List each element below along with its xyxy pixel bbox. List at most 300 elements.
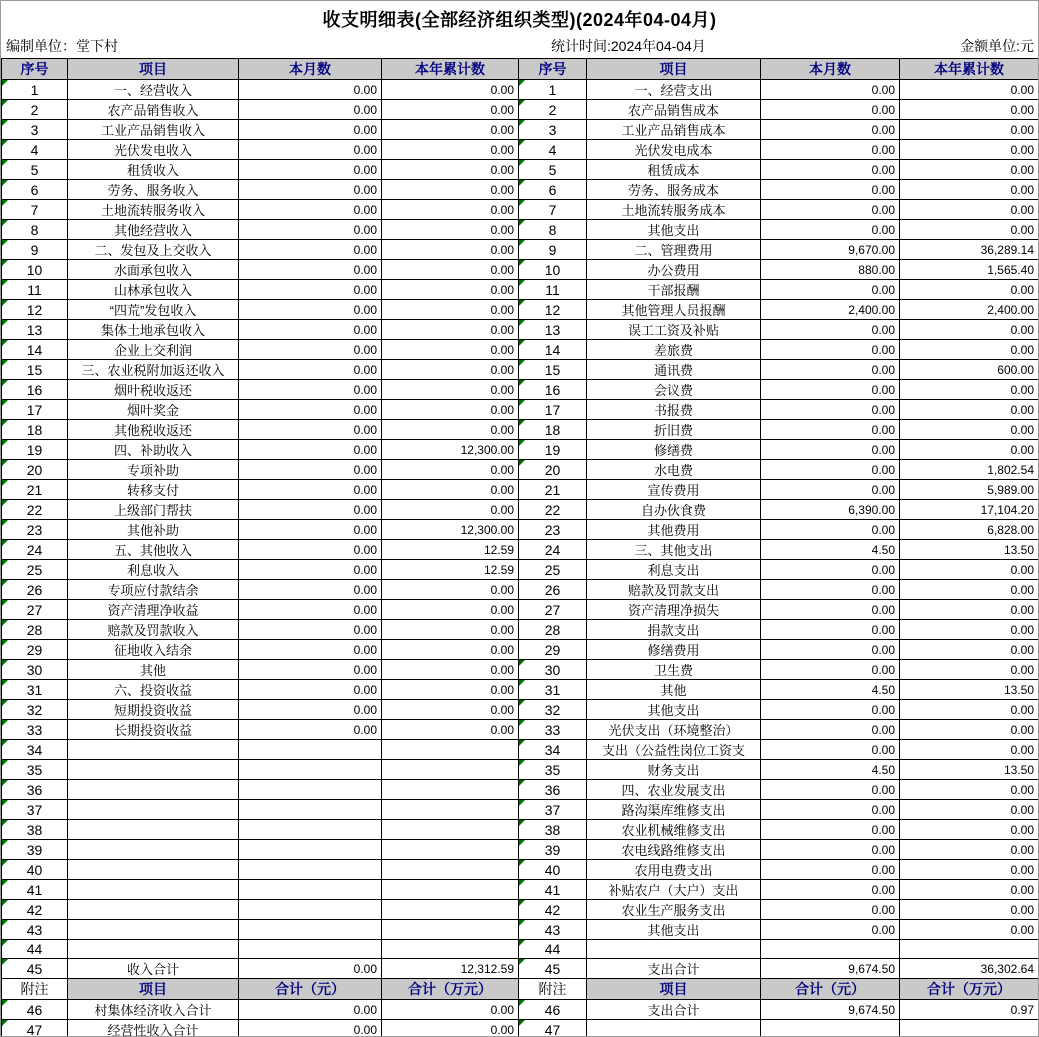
comment-triangle-icon: [2, 340, 8, 346]
income-month-cell: 0.00: [239, 300, 382, 320]
income-ytd-cell: 0.00: [382, 140, 519, 160]
income-ytd-cell: 0.00: [382, 480, 519, 500]
income-month-cell: 0.00: [239, 460, 382, 480]
comment-triangle-icon: [519, 380, 525, 386]
expense-item-cell: 修缮费用: [587, 640, 761, 660]
income-item-cell: 六、投资收益: [68, 680, 239, 700]
expense-ytd-cell: 13.50: [900, 760, 1039, 780]
expense-seq-cell: 24: [519, 540, 587, 560]
expense-seq-cell: 13: [519, 320, 587, 340]
income-ytd-cell: [382, 760, 519, 780]
expense-ytd-cell: 0.00: [900, 900, 1039, 920]
comment-triangle-icon: [2, 200, 8, 206]
income-month-cell: [239, 740, 382, 760]
table-row: [2, 220, 1039, 240]
comment-triangle-icon: [2, 860, 8, 866]
income-expense-table: [1, 58, 1039, 1037]
income-seq-cell: 45: [2, 959, 68, 979]
income-seq-cell: 46: [2, 1000, 68, 1020]
expense-ytd-cell: 0.00: [900, 340, 1039, 360]
comment-triangle-icon: [2, 820, 8, 826]
income-seq-cell: 1: [2, 80, 68, 100]
expense-month-cell: [761, 1020, 900, 1037]
expense-item-cell: 光伏支出（环境整治）: [587, 720, 761, 740]
income-ytd-cell: 0.00: [382, 380, 519, 400]
income-month-cell: 0.00: [239, 280, 382, 300]
comment-triangle-icon: [2, 660, 8, 666]
income-seq-cell: 36: [2, 780, 68, 800]
comment-triangle-icon: [2, 959, 8, 965]
comment-triangle-icon: [519, 780, 525, 786]
income-month-cell: 0.00: [239, 220, 382, 240]
table-row: [2, 1020, 1039, 1037]
expense-ytd-cell: 0.00: [900, 580, 1039, 600]
expense-item-cell: 赔款及罚款支出: [587, 580, 761, 600]
comment-triangle-icon: [519, 1020, 525, 1026]
income-ytd-cell: 0.00: [382, 260, 519, 280]
expense-item-cell: 工业产品销售成本: [587, 120, 761, 140]
expense-seq-cell: 30: [519, 660, 587, 680]
comment-triangle-icon: [2, 540, 8, 546]
income-seq-cell: 26: [2, 580, 68, 600]
expense-ytd-cell: 6,828.00: [900, 520, 1039, 540]
expense-seq-cell: 28: [519, 620, 587, 640]
table-row: [2, 720, 1039, 740]
comment-triangle-icon: [2, 240, 8, 246]
income-month-cell: 0.00: [239, 180, 382, 200]
expense-ytd-cell: 0.00: [900, 860, 1039, 880]
income-month-cell: [239, 800, 382, 820]
expense-month-cell: 0.00: [761, 460, 900, 480]
income-ytd-cell: 0.00: [382, 180, 519, 200]
meta-row: [1, 37, 1038, 58]
income-seq-cell: 38: [2, 820, 68, 840]
expense-month-cell: 0.00: [761, 580, 900, 600]
expense-month-cell: 0.00: [761, 320, 900, 340]
expense-month-cell: 0.00: [761, 180, 900, 200]
expense-month-cell: 0.00: [761, 280, 900, 300]
expense-seq-cell: 14: [519, 340, 587, 360]
comment-triangle-icon: [2, 620, 8, 626]
income-item-cell: [68, 940, 239, 959]
expense-month-cell: 0.00: [761, 80, 900, 100]
expense-month-cell: 0.00: [761, 880, 900, 900]
page-title: 收支明细表(全部经济组织类型)(2024年04-04月): [322, 10, 717, 30]
income-item-cell: 五、其他收入: [68, 540, 239, 560]
expense-month-cell: 9,674.50: [761, 959, 900, 979]
table-row: [2, 600, 1039, 620]
comment-triangle-icon: [519, 100, 525, 106]
table-row: [2, 400, 1039, 420]
income-item-cell: 经营性收入合计: [68, 1020, 239, 1037]
comment-triangle-icon: [2, 520, 8, 526]
note-header-row: [2, 979, 1039, 1000]
expense-seq-cell: 4: [519, 140, 587, 160]
comment-triangle-icon: [2, 880, 8, 886]
expense-seq-cell: 37: [519, 800, 587, 820]
income-item-cell: [68, 800, 239, 820]
income-ytd-cell: 0.00: [382, 420, 519, 440]
expense-item-cell: 租赁成本: [587, 160, 761, 180]
expense-month-cell: 0.00: [761, 740, 900, 760]
income-ytd-cell: [382, 800, 519, 820]
comment-triangle-icon: [519, 320, 525, 326]
income-ytd-cell: 0.00: [382, 1020, 519, 1037]
income-seq-cell: 42: [2, 900, 68, 920]
expense-seq-cell: 6: [519, 180, 587, 200]
comment-triangle-icon: [2, 640, 8, 646]
expense-month-cell: 0.00: [761, 560, 900, 580]
income-ytd-cell: 12,300.00: [382, 520, 519, 540]
expense-item-cell: 卫生费: [587, 660, 761, 680]
income-seq-cell: 47: [2, 1020, 68, 1037]
expense-item-cell: 路沟渠库维修支出: [587, 800, 761, 820]
expense-month-cell: 2,400.00: [761, 300, 900, 320]
table-row: [2, 560, 1039, 580]
income-seq-cell: 17: [2, 400, 68, 420]
table-row: [2, 460, 1039, 480]
income-item-cell: 水面承包收入: [68, 260, 239, 280]
income-ytd-cell: 12.59: [382, 560, 519, 580]
expense-item-cell: 其他支出: [587, 700, 761, 720]
income-month-cell: 0.00: [239, 440, 382, 460]
expense-ytd-cell: 1,802.54: [900, 460, 1039, 480]
expense-item-cell: 折旧费: [587, 420, 761, 440]
expense-month-cell: 0.00: [761, 900, 900, 920]
expense-item-cell: 其他支出: [587, 920, 761, 940]
income-month-cell: 0.00: [239, 720, 382, 740]
table-row: [2, 700, 1039, 720]
table-row: [2, 800, 1039, 820]
expense-month-cell: 0.00: [761, 620, 900, 640]
comment-triangle-icon: [519, 240, 525, 246]
income-item-cell: 租赁收入: [68, 160, 239, 180]
table-body: [2, 80, 1039, 1037]
income-item-cell: 赔款及罚款收入: [68, 620, 239, 640]
expense-month-cell: 4.50: [761, 680, 900, 700]
income-item-cell: 征地收入结余: [68, 640, 239, 660]
income-ytd-cell: [382, 860, 519, 880]
comment-triangle-icon: [519, 340, 525, 346]
table-row: [2, 860, 1039, 880]
income-month-cell: [239, 900, 382, 920]
expense-item-cell: 农业生产服务支出: [587, 900, 761, 920]
expense-item-cell: 修缮费: [587, 440, 761, 460]
income-item-cell: 光伏发电收入: [68, 140, 239, 160]
income-item-cell: 长期投资收益: [68, 720, 239, 740]
table-row: [2, 240, 1039, 260]
income-ytd-cell: [382, 820, 519, 840]
table-row: [2, 120, 1039, 140]
income-month-cell: [239, 920, 382, 940]
table-row: [2, 680, 1039, 700]
expense-item-cell: 其他支出: [587, 220, 761, 240]
expense-ytd-cell: 0.00: [900, 220, 1039, 240]
income-ytd-cell: [382, 740, 519, 760]
expense-item-cell: 干部报酬: [587, 280, 761, 300]
income-ytd-cell: 0.00: [382, 80, 519, 100]
income-ytd-cell: 合计（万元）: [382, 979, 519, 1000]
expense-ytd-cell: 0.00: [900, 560, 1039, 580]
income-col-header-ytd: 本年累计数: [382, 59, 519, 80]
income-seq-cell: 19: [2, 440, 68, 460]
expense-month-cell: 0.00: [761, 800, 900, 820]
expense-seq-cell: 9: [519, 240, 587, 260]
comment-triangle-icon: [2, 720, 8, 726]
comment-triangle-icon: [2, 300, 8, 306]
income-item-cell: 其他补助: [68, 520, 239, 540]
table-row: [2, 80, 1039, 100]
income-item-cell: [68, 840, 239, 860]
table-row: [2, 540, 1039, 560]
income-month-cell: 0.00: [239, 80, 382, 100]
expense-ytd-cell: 36,302.64: [900, 959, 1039, 979]
income-seq-cell: 27: [2, 600, 68, 620]
income-ytd-cell: 0.00: [382, 360, 519, 380]
income-seq-cell: 25: [2, 560, 68, 580]
comment-triangle-icon: [519, 840, 525, 846]
comment-triangle-icon: [519, 660, 525, 666]
income-month-cell: 0.00: [239, 660, 382, 680]
expense-item-cell: 补贴农户（大户）支出: [587, 880, 761, 900]
income-seq-cell: 15: [2, 360, 68, 380]
expense-ytd-cell: 0.00: [900, 100, 1039, 120]
amount-unit-label: 金额单位:元: [960, 38, 1034, 54]
comment-triangle-icon: [519, 720, 525, 726]
income-ytd-cell: [382, 880, 519, 900]
expense-ytd-cell: 合计（万元）: [900, 979, 1039, 1000]
income-month-cell: 0.00: [239, 700, 382, 720]
table-row: [2, 780, 1039, 800]
expense-ytd-cell: 0.00: [900, 640, 1039, 660]
expense-month-cell: 0.00: [761, 860, 900, 880]
income-ytd-cell: 0.00: [382, 120, 519, 140]
income-seq-cell: 24: [2, 540, 68, 560]
income-seq-cell: 32: [2, 700, 68, 720]
expense-item-cell: 四、农业发展支出: [587, 780, 761, 800]
income-month-cell: [239, 780, 382, 800]
income-ytd-cell: 0.00: [382, 280, 519, 300]
expense-seq-cell: 40: [519, 860, 587, 880]
expense-seq-cell: 42: [519, 900, 587, 920]
table-row: [2, 360, 1039, 380]
income-seq-cell: 37: [2, 800, 68, 820]
expense-seq-cell: 36: [519, 780, 587, 800]
income-item-cell: 集体土地承包收入: [68, 320, 239, 340]
income-month-cell: 0.00: [239, 140, 382, 160]
expense-item-cell: 二、管理费用: [587, 240, 761, 260]
income-item-cell: “四荒”发包收入: [68, 300, 239, 320]
expense-ytd-cell: 13.50: [900, 680, 1039, 700]
expense-item-cell: 支出合计: [587, 1000, 761, 1020]
income-item-cell: [68, 900, 239, 920]
expense-month-cell: 0.00: [761, 780, 900, 800]
comment-triangle-icon: [2, 600, 8, 606]
table-row: [2, 1000, 1039, 1020]
comment-triangle-icon: [2, 160, 8, 166]
income-ytd-cell: 0.00: [382, 240, 519, 260]
expense-seq-cell: 7: [519, 200, 587, 220]
comment-triangle-icon: [2, 560, 8, 566]
stat-time-label: 统计时间:2024年04-04月: [551, 38, 706, 54]
income-month-cell: [239, 840, 382, 860]
income-item-cell: 二、发包及上交收入: [68, 240, 239, 260]
expense-ytd-cell: 0.00: [900, 200, 1039, 220]
income-item-cell: 上级部门帮扶: [68, 500, 239, 520]
table-row: [2, 420, 1039, 440]
income-col-header-seq: 序号: [2, 59, 68, 80]
expense-seq-cell: 1: [519, 80, 587, 100]
income-seq-cell: 43: [2, 920, 68, 940]
income-seq-cell: 44: [2, 940, 68, 959]
income-seq-cell: 23: [2, 520, 68, 540]
expense-month-cell: 4.50: [761, 760, 900, 780]
income-ytd-cell: 0.00: [382, 620, 519, 640]
income-month-cell: 0.00: [239, 240, 382, 260]
income-month-cell: 0.00: [239, 160, 382, 180]
income-ytd-cell: 0.00: [382, 720, 519, 740]
expense-seq-cell: 25: [519, 560, 587, 580]
expense-ytd-cell: 0.00: [900, 920, 1039, 940]
income-month-cell: 0.00: [239, 520, 382, 540]
expense-month-cell: 0.00: [761, 440, 900, 460]
income-item-cell: [68, 780, 239, 800]
expense-ytd-cell: 36,289.14: [900, 240, 1039, 260]
income-item-cell: 专项补助: [68, 460, 239, 480]
comment-triangle-icon: [2, 780, 8, 786]
expense-ytd-cell: 0.97: [900, 1000, 1039, 1020]
expense-seq-cell: 2: [519, 100, 587, 120]
income-month-cell: [239, 940, 382, 959]
income-item-cell: 转移支付: [68, 480, 239, 500]
income-seq-cell: 28: [2, 620, 68, 640]
comment-triangle-icon: [2, 280, 8, 286]
expense-ytd-cell: 0.00: [900, 160, 1039, 180]
comment-triangle-icon: [519, 880, 525, 886]
income-seq-cell: 11: [2, 280, 68, 300]
income-item-cell: 劳务、服务收入: [68, 180, 239, 200]
comment-triangle-icon: [519, 820, 525, 826]
income-ytd-cell: 0.00: [382, 660, 519, 680]
comment-triangle-icon: [2, 900, 8, 906]
income-ytd-cell: 0.00: [382, 160, 519, 180]
income-item-cell: [68, 880, 239, 900]
income-item-cell: 资产清理净收益: [68, 600, 239, 620]
income-ytd-cell: [382, 940, 519, 959]
table-row: [2, 500, 1039, 520]
expense-month-cell: 0.00: [761, 340, 900, 360]
income-month-cell: 0.00: [239, 1020, 382, 1037]
income-ytd-cell: 0.00: [382, 700, 519, 720]
comment-triangle-icon: [2, 380, 8, 386]
comment-triangle-icon: [519, 680, 525, 686]
expense-ytd-cell: 0.00: [900, 320, 1039, 340]
income-seq-cell: 10: [2, 260, 68, 280]
expense-item-cell: 自办伙食费: [587, 500, 761, 520]
expense-month-cell: 0.00: [761, 820, 900, 840]
table-row: [2, 959, 1039, 979]
income-item-cell: [68, 760, 239, 780]
income-item-cell: 四、补助收入: [68, 440, 239, 460]
income-ytd-cell: 0.00: [382, 580, 519, 600]
expense-ytd-cell: 0.00: [900, 180, 1039, 200]
income-month-cell: 0.00: [239, 260, 382, 280]
income-ytd-cell: 12.59: [382, 540, 519, 560]
income-month-cell: 0.00: [239, 100, 382, 120]
expense-month-cell: 4.50: [761, 540, 900, 560]
comment-triangle-icon: [2, 140, 8, 146]
expense-item-cell: 土地流转服务成本: [587, 200, 761, 220]
comment-triangle-icon: [2, 420, 8, 426]
expense-ytd-cell: 0.00: [900, 440, 1039, 460]
table-row: [2, 920, 1039, 940]
comment-triangle-icon: [519, 940, 525, 946]
table-row: [2, 660, 1039, 680]
expense-seq-cell: 34: [519, 740, 587, 760]
income-seq-cell: 14: [2, 340, 68, 360]
expense-ytd-cell: 0.00: [900, 600, 1039, 620]
income-item-cell: [68, 740, 239, 760]
comment-triangle-icon: [2, 940, 8, 946]
income-seq-cell: 33: [2, 720, 68, 740]
expense-item-cell: 宣传费用: [587, 480, 761, 500]
expense-item-cell: 其他费用: [587, 520, 761, 540]
comment-triangle-icon: [2, 480, 8, 486]
column-header-row: [2, 59, 1039, 80]
expense-seq-cell: 27: [519, 600, 587, 620]
comment-triangle-icon: [2, 920, 8, 926]
income-item-cell: 利息收入: [68, 560, 239, 580]
income-ytd-cell: [382, 780, 519, 800]
expense-month-cell: 0.00: [761, 400, 900, 420]
comment-triangle-icon: [2, 440, 8, 446]
comment-triangle-icon: [2, 680, 8, 686]
income-item-cell: 三、农业税附加返还收入: [68, 360, 239, 380]
income-ytd-cell: 0.00: [382, 100, 519, 120]
income-seq-cell: 39: [2, 840, 68, 860]
table-row: [2, 640, 1039, 660]
table-row: [2, 940, 1039, 959]
income-month-cell: [239, 860, 382, 880]
expense-seq-cell: 31: [519, 680, 587, 700]
expense-seq-cell: 16: [519, 380, 587, 400]
comment-triangle-icon: [2, 120, 8, 126]
expense-month-cell: 0.00: [761, 520, 900, 540]
income-seq-cell: 16: [2, 380, 68, 400]
prepared-by-label: 编制单位：堂下村: [6, 38, 118, 54]
comment-triangle-icon: [519, 80, 525, 86]
expense-item-cell: 农电线路维修支出: [587, 840, 761, 860]
comment-triangle-icon: [2, 360, 8, 366]
income-month-cell: 0.00: [239, 360, 382, 380]
expense-ytd-cell: 0.00: [900, 780, 1039, 800]
comment-triangle-icon: [519, 900, 525, 906]
income-col-header-month: 本月数: [239, 59, 382, 80]
comment-triangle-icon: [519, 420, 525, 426]
expense-item-cell: 财务支出: [587, 760, 761, 780]
income-month-cell: 0.00: [239, 200, 382, 220]
expense-ytd-cell: 0.00: [900, 800, 1039, 820]
comment-triangle-icon: [2, 460, 8, 466]
comment-triangle-icon: [519, 160, 525, 166]
expense-month-cell: 9,670.00: [761, 240, 900, 260]
expense-seq-cell: 38: [519, 820, 587, 840]
expense-ytd-cell: 0.00: [900, 120, 1039, 140]
income-month-cell: 0.00: [239, 620, 382, 640]
table-row: [2, 580, 1039, 600]
expense-seq-cell: 10: [519, 260, 587, 280]
income-ytd-cell: 0.00: [382, 600, 519, 620]
